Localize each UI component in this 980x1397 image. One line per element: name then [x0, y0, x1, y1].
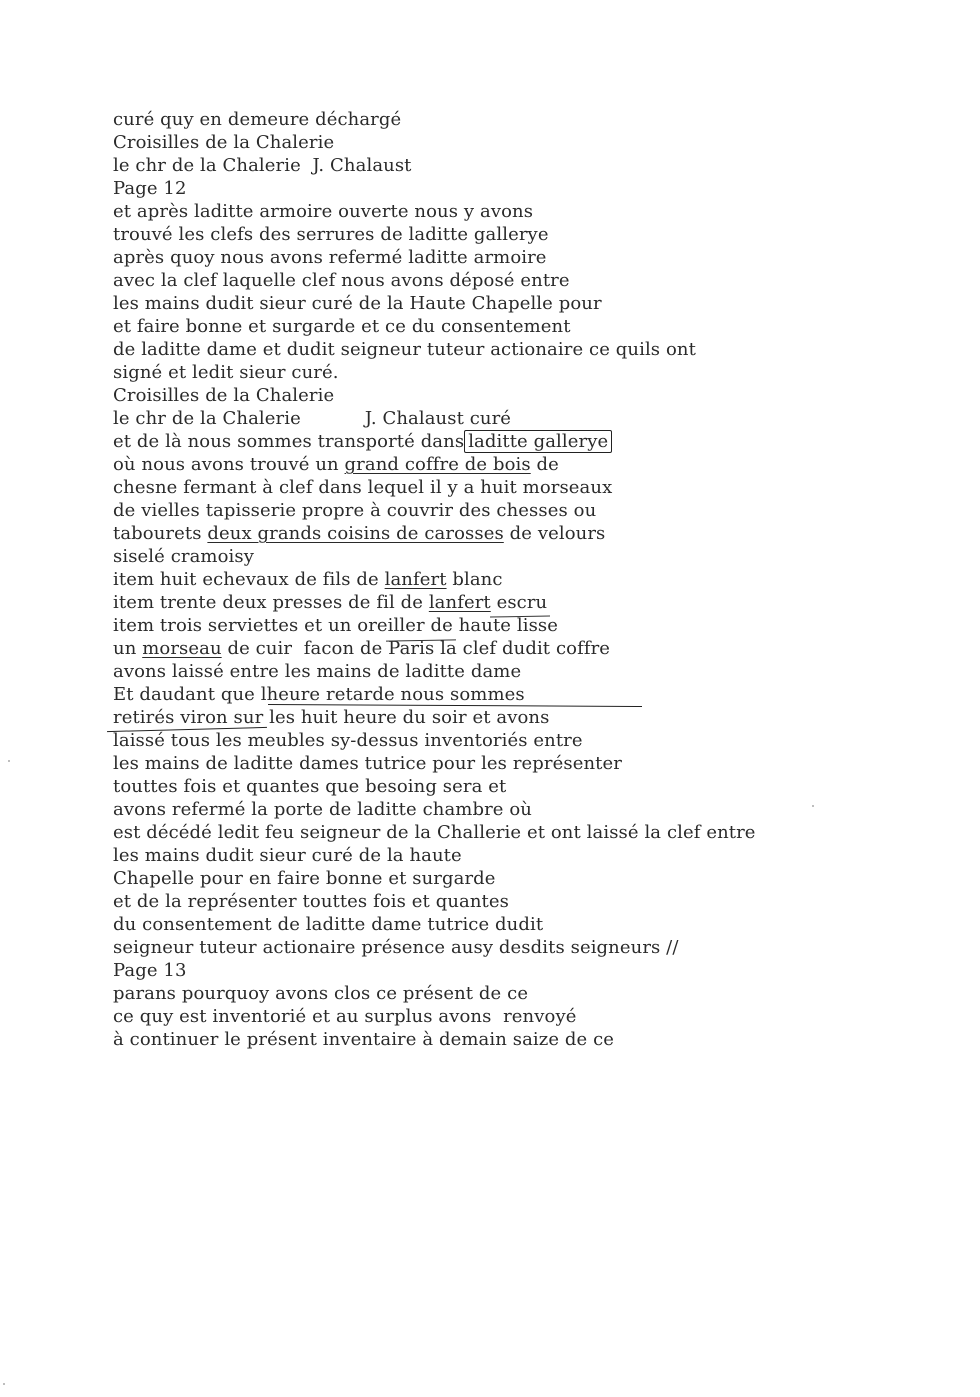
- text-line: les mains dudit sieur curé de la haute: [113, 845, 462, 866]
- page-number: Page 13: [113, 960, 187, 981]
- text-block-1: [113, 108, 943, 430]
- text-line: de laditte dame et dudit seigneur tuteur actionaire ce quils ont: [113, 339, 696, 360]
- text-segment: et de là nous sommes transporté dans: [113, 431, 465, 452]
- text-segment: item huit echevaux de fils de: [113, 569, 385, 590]
- text-line: chesne fermant à clef dans lequel il y a huit morseaux: [113, 477, 613, 498]
- text-line: [113, 568, 943, 591]
- text-line: et faire bonne et surgarde et ce du consentement: [113, 316, 571, 337]
- text-segment: un: [113, 638, 143, 659]
- document-page: [113, 108, 943, 1051]
- text-line: est décédé ledit feu seigneur de la Challerie et ont laissé la clef entre: [113, 822, 756, 843]
- text-line: siselé cramoisy: [113, 546, 254, 567]
- scan-speck: [8, 760, 10, 762]
- text-line: laissé tous les meubles sy-dessus inventoriés entre: [113, 730, 583, 751]
- text-segment: blanc: [446, 569, 503, 590]
- underlined-word: morseau: [142, 638, 222, 659]
- text-line: après quoy nous avons refermé laditte armoire: [113, 247, 547, 268]
- text-line: avons refermé la porte de laditte chambre où: [113, 799, 532, 820]
- text-block-2: [113, 430, 943, 683]
- text-line: signé et ledit sieur curé.: [113, 362, 339, 383]
- text-segment: de velours: [503, 523, 606, 544]
- text-segment: item trente deux presses de fil de: [113, 592, 429, 613]
- text-segment: escru: [490, 592, 548, 613]
- text-line: [113, 591, 943, 614]
- text-line: seigneur tuteur actionaire présence ausy desdits seigneurs //: [113, 937, 679, 958]
- text-line: et après laditte armoire ouverte nous y avons: [113, 201, 534, 222]
- text-line: avons laissé entre les mains de laditte dame: [113, 661, 522, 682]
- text-segment: tabourets: [113, 523, 208, 544]
- underlined-phrase: grand coffre de bois: [344, 454, 531, 475]
- text-line: les mains dudit sieur curé de la Haute Chapelle pour: [113, 293, 602, 314]
- text-line: les mains de laditte dames tutrice pour les représenter: [113, 753, 622, 774]
- text-line: parans pourquoy avons clos ce présent de ce: [113, 983, 529, 1004]
- text-line: retirés viron sur les huit heure du soir et avons: [113, 707, 550, 728]
- text-line: [113, 453, 943, 476]
- text-segment: où nous avons trouvé un: [113, 454, 345, 475]
- text-line: le chr de la Chalerie J. Chalaust: [113, 155, 412, 176]
- underlined-word: lanfert: [384, 569, 447, 590]
- text-line: de vielles tapisserie propre à couvrir des chesses ou: [113, 500, 597, 521]
- text-line: curé quy en demeure déchargé: [113, 109, 402, 130]
- text-line: et de la représenter touttes fois et quantes: [113, 891, 509, 912]
- text-line: le chr de la Chalerie J. Chalaust curé: [113, 408, 512, 429]
- text-segment: de: [530, 454, 559, 475]
- underlined-phrase: deux grands coisins de carosses: [207, 523, 504, 544]
- underlined-word: lanfert: [428, 592, 491, 613]
- text-line: Chapelle pour en faire bonne et surgarde: [113, 868, 496, 889]
- scan-speck: [3, 1383, 5, 1385]
- text-segment: de cuir facon de Paris la clef dudit coffre: [221, 638, 611, 659]
- boxed-phrase: laditte gallerye: [464, 430, 612, 453]
- page-number: Page 12: [113, 178, 187, 199]
- text-line: du consentement de laditte dame tutrice dudit: [113, 914, 544, 935]
- text-line: Croisilles de la Chalerie: [113, 132, 335, 153]
- text-line: trouvé les clefs des serrures de laditte gallerye: [113, 224, 549, 245]
- text-line: Et daudant que lheure retarde nous sommes: [113, 684, 525, 705]
- text-line: Croisilles de la Chalerie: [113, 385, 335, 406]
- text-line: [113, 430, 943, 453]
- scan-speck: [812, 805, 814, 807]
- text-block-3: [113, 683, 943, 1051]
- text-line: avec la clef laquelle clef nous avons déposé entre: [113, 270, 570, 291]
- text-line: [113, 637, 943, 660]
- text-line: touttes fois et quantes que besoing sera et: [113, 776, 507, 797]
- text-line: item trois serviettes et un oreiller de haute lisse: [113, 615, 558, 636]
- text-line: ce quy est inventorié et au surplus avons renvoyé: [113, 1006, 577, 1027]
- text-line: à continuer le présent inventaire à demain saize de ce: [113, 1029, 615, 1050]
- text-line: [113, 522, 943, 545]
